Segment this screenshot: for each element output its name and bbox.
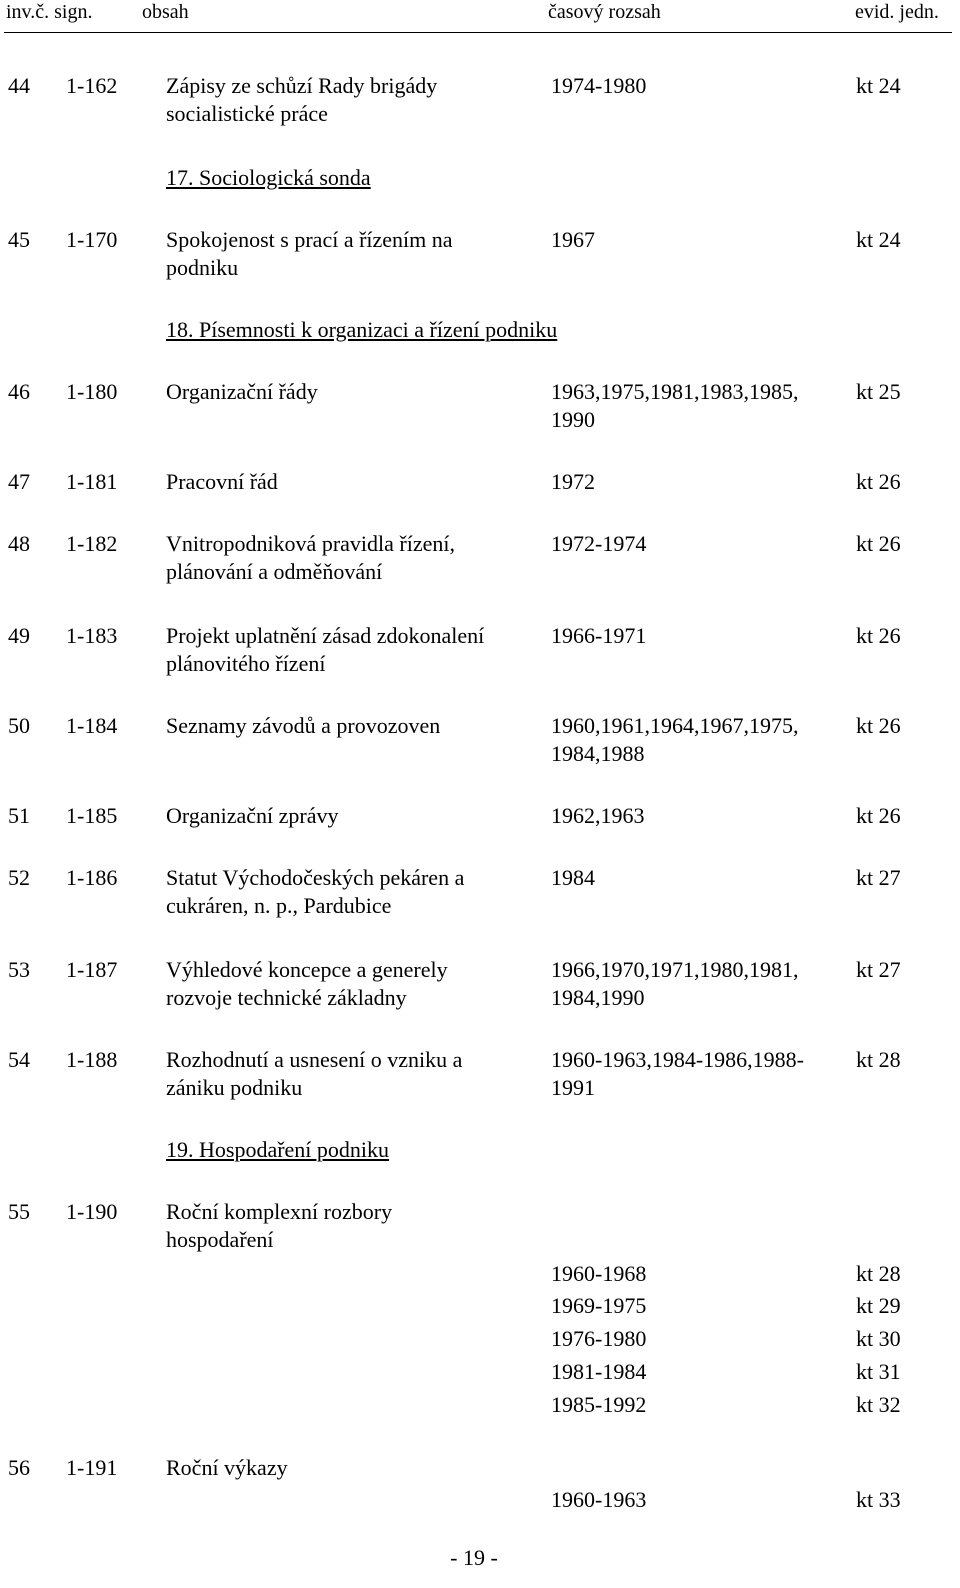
time-range: [551, 72, 851, 100]
signature: 1-187: [66, 957, 118, 982]
section-heading: 18. Písemnosti k organizaci a řízení podniku: [166, 317, 558, 342]
record-title-line: Organizační zprávy: [166, 803, 339, 828]
record-title: [166, 864, 536, 920]
time-range-line: 1972-1974: [551, 531, 647, 556]
inventory-number: 53: [8, 957, 30, 982]
record-title-line: cukráren, n. p., Pardubice: [166, 893, 392, 918]
time-range-line: 1981-1984: [551, 1359, 647, 1384]
time-range-line: 1960-1963: [551, 1487, 647, 1512]
evidence-unit: kt 31: [856, 1359, 901, 1384]
inventory-number: 55: [8, 1199, 30, 1224]
inventory-number: 52: [8, 865, 30, 890]
time-range-line: 1984,1990: [551, 985, 645, 1010]
time-range-line: 1969-1975: [551, 1293, 647, 1318]
inventory-number: 48: [8, 531, 30, 556]
record-title-line: Spokojenost s prací a řízením na: [166, 227, 453, 252]
time-range: [551, 802, 851, 830]
time-range: [551, 956, 851, 1012]
time-range-line: 1990: [551, 407, 595, 432]
time-range-line: 1991: [551, 1075, 595, 1100]
time-range: [551, 864, 851, 892]
time-range-line: 1966-1971: [551, 623, 647, 648]
time-range-line: 1966,1970,1971,1980,1981,: [551, 957, 799, 982]
time-range-line: 1960-1963,1984-1986,1988-: [551, 1047, 804, 1072]
inventory-number: 50: [8, 713, 30, 738]
evidence-unit: kt 26: [856, 803, 901, 828]
evidence-unit: kt 29: [856, 1293, 901, 1318]
evidence-unit: kt 25: [856, 379, 901, 404]
record-title: [166, 1454, 536, 1482]
time-range: [551, 468, 851, 496]
evidence-unit: kt 24: [856, 227, 901, 252]
record-title-line: Seznamy závodů a provozoven: [166, 713, 441, 738]
record-title-line: Zápisy ze schůzí Rady brigády: [166, 73, 438, 98]
time-range-line: 1972: [551, 469, 595, 494]
time-range-line: 1985-1992: [551, 1392, 647, 1417]
record-title: [166, 72, 536, 128]
inventory-number: 54: [8, 1047, 30, 1072]
evidence-unit: kt 26: [856, 531, 901, 556]
time-range: [551, 622, 851, 650]
record-title: [166, 622, 536, 678]
record-title: [166, 226, 536, 282]
evidence-unit: kt 26: [856, 623, 901, 648]
inventory-number: 49: [8, 623, 30, 648]
time-range-line: 1962,1963: [551, 803, 645, 828]
time-range: [551, 378, 851, 434]
section-heading: 17. Sociologická sonda: [166, 165, 371, 190]
signature: 1-180: [66, 379, 118, 404]
time-range: [551, 530, 851, 558]
record-title-line: rozvoje technické základny: [166, 985, 407, 1010]
inventory-number: 45: [8, 227, 30, 252]
record-title-line: plánovitého řízení: [166, 651, 326, 676]
record-title: [166, 956, 536, 1012]
signature: 1-181: [66, 469, 118, 494]
signature: 1-182: [66, 531, 118, 556]
record-title-line: zániku podniku: [166, 1075, 303, 1100]
record-title: [166, 712, 536, 740]
record-title: [166, 1198, 536, 1254]
time-range: [551, 1391, 851, 1419]
record-title-line: Organizační řády: [166, 379, 318, 404]
record-title-line: Statut Východočeských pekáren a: [166, 865, 465, 890]
time-range-line: 1984: [551, 865, 595, 890]
time-range-line: 1967: [551, 227, 595, 252]
record-title-line: hospodaření: [166, 1227, 274, 1252]
record-title-line: Roční výkazy: [166, 1455, 288, 1480]
header-obsah: obsah: [142, 1, 189, 23]
time-range: [551, 1292, 851, 1320]
evidence-unit: kt 26: [856, 469, 901, 494]
record-title-line: socialistické práce: [166, 101, 328, 126]
signature: 1-185: [66, 803, 118, 828]
record-title-line: Roční komplexní rozbory: [166, 1199, 393, 1224]
signature: 1-188: [66, 1047, 118, 1072]
inventory-number: 46: [8, 379, 30, 404]
inventory-number: 56: [8, 1455, 30, 1480]
record-title-line: Pracovní řád: [166, 469, 278, 494]
time-range-line: 1963,1975,1981,1983,1985,: [551, 379, 799, 404]
signature: 1-170: [66, 227, 118, 252]
time-range: [551, 1260, 851, 1288]
record-title-line: Projekt uplatnění zásad zdokonalení: [166, 623, 485, 648]
signature: 1-191: [66, 1455, 118, 1480]
signature: 1-183: [66, 623, 118, 648]
time-range: [551, 1046, 851, 1102]
evidence-unit: kt 28: [856, 1047, 901, 1072]
time-range: [551, 1486, 851, 1514]
record-title-line: plánování a odměňování: [166, 559, 383, 584]
time-range: [551, 1325, 851, 1353]
evidence-unit: kt 27: [856, 957, 901, 982]
evidence-unit: kt 28: [856, 1261, 901, 1286]
time-range-line: 1976-1980: [551, 1326, 647, 1351]
time-range-line: 1974-1980: [551, 73, 647, 98]
record-title-line: Rozhodnutí a usnesení o vzniku a: [166, 1047, 463, 1072]
signature: 1-184: [66, 713, 118, 738]
evidence-unit: kt 26: [856, 713, 901, 738]
evidence-unit: kt 33: [856, 1487, 901, 1512]
record-title-line: Vnitropodniková pravidla řízení,: [166, 531, 455, 556]
signature: 1-190: [66, 1199, 118, 1224]
time-range-line: 1984,1988: [551, 741, 645, 766]
page-number: - 19 -: [450, 1545, 498, 1570]
signature: 1-186: [66, 865, 118, 890]
record-title: [166, 530, 536, 586]
section-heading: 19. Hospodaření podniku: [166, 1137, 390, 1162]
inventory-number: 44: [8, 73, 30, 98]
evidence-unit: kt 27: [856, 865, 901, 890]
page-footer: [0, 1544, 960, 1572]
time-range-line: 1960,1961,1964,1967,1975,: [551, 713, 799, 738]
header-evid-jedn: evid. jedn.: [855, 1, 939, 23]
record-title-line: Výhledové koncepce a generely: [166, 957, 448, 982]
record-title-line: podniku: [166, 255, 239, 280]
evidence-unit: kt 32: [856, 1392, 901, 1417]
header-casovy-rozsah: časový rozsah: [548, 1, 661, 23]
time-range-line: 1960-1968: [551, 1261, 647, 1286]
inventory-number: 51: [8, 803, 30, 828]
time-range: [551, 1358, 851, 1386]
header-inv-sign: inv.č. sign.: [6, 1, 93, 23]
evidence-unit: kt 30: [856, 1326, 901, 1351]
record-title: [166, 468, 536, 496]
time-range: [551, 712, 851, 768]
signature: 1-162: [66, 73, 118, 98]
header-divider: [4, 32, 952, 33]
record-title: [166, 802, 536, 830]
record-title: [166, 1046, 536, 1102]
evidence-unit: kt 24: [856, 73, 901, 98]
record-title: [166, 378, 536, 406]
time-range: [551, 226, 851, 254]
inventory-number: 47: [8, 469, 30, 494]
table-header: [0, 0, 960, 38]
